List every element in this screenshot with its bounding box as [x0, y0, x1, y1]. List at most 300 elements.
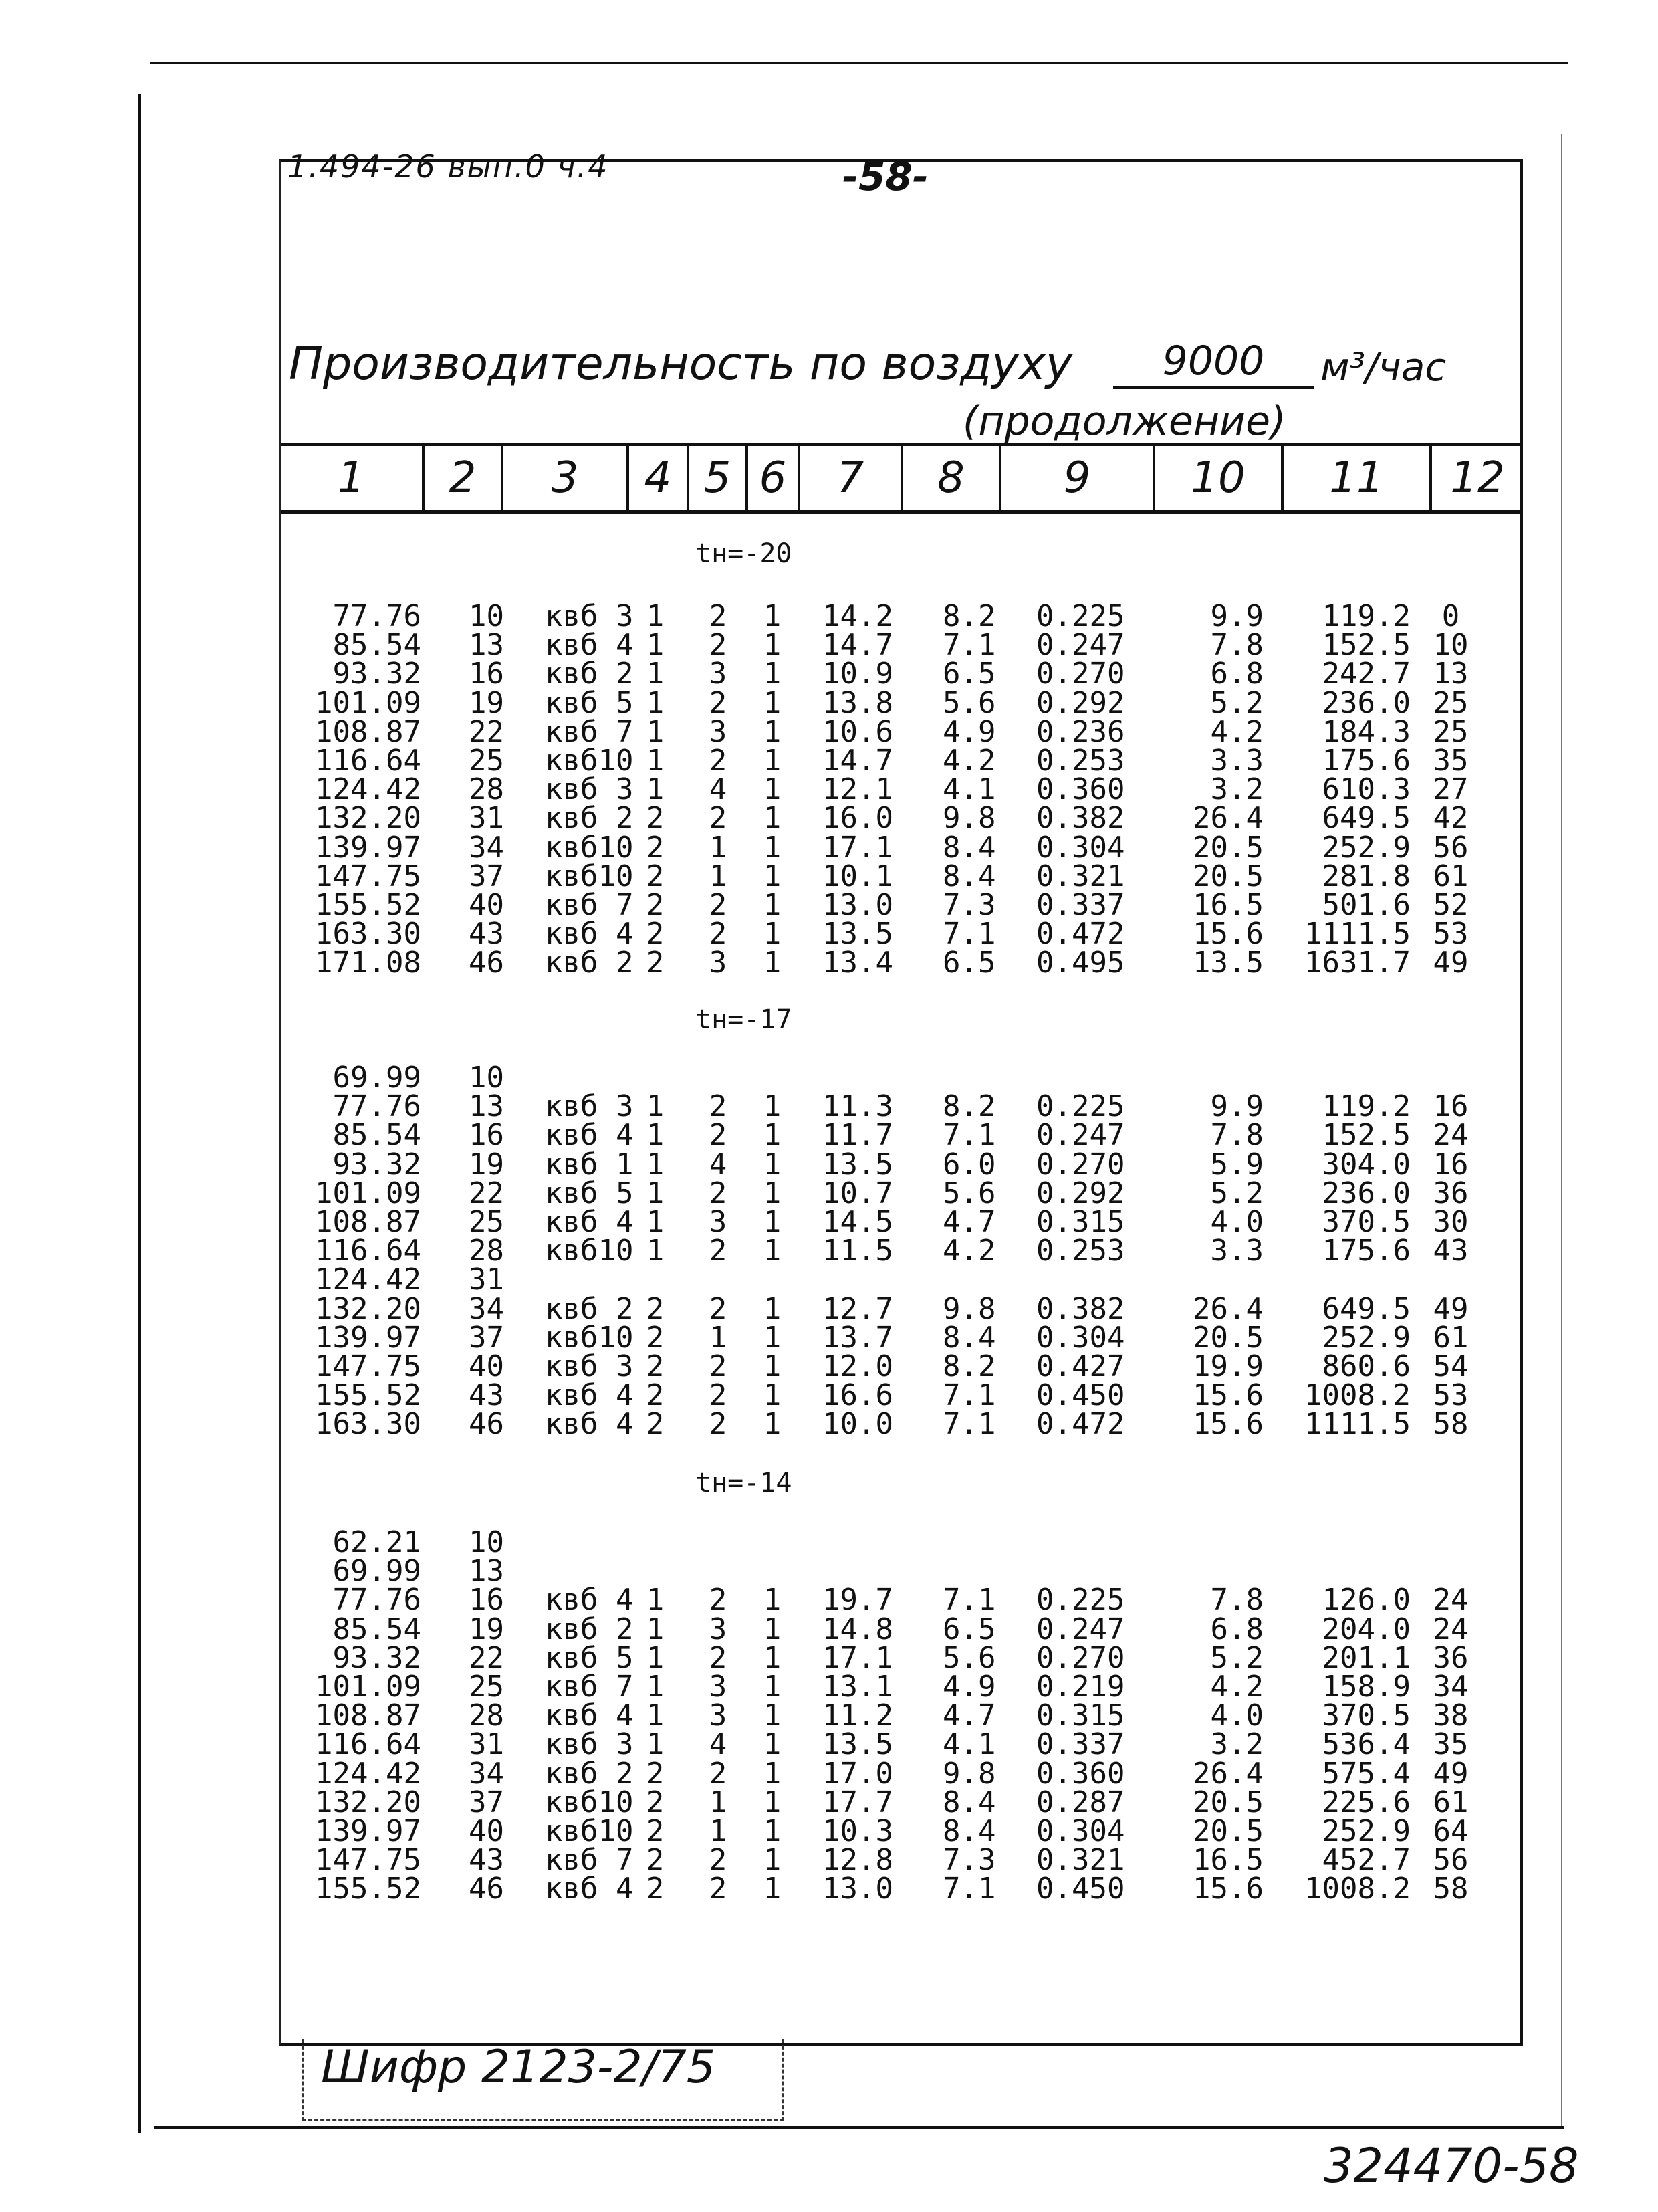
table-cell: 28	[469, 1234, 504, 1268]
table-cell: 1	[763, 657, 782, 691]
table-cell: квб10	[545, 1814, 634, 1848]
table-cell: 0.472	[1036, 917, 1125, 952]
table-cell: 304.0	[1322, 1147, 1411, 1182]
column-header: 5	[689, 446, 748, 510]
table-cell: 13	[469, 628, 504, 663]
table-cell: 158.9	[1322, 1670, 1411, 1704]
table-cell: квб 2	[545, 1612, 634, 1646]
table-cell: 4	[709, 1727, 727, 1762]
table-cell: 19	[469, 1612, 504, 1646]
table-cell: 5.6	[943, 1176, 996, 1210]
table-cell: 9.8	[943, 801, 996, 836]
table-cell: 0.247	[1036, 628, 1125, 663]
table-cell: 8.4	[943, 1320, 996, 1355]
table-cell: 1	[646, 599, 665, 633]
table-cell: 2	[709, 1291, 727, 1326]
table-cell: квб 4	[545, 917, 634, 952]
table-cell: 5.2	[1210, 1640, 1264, 1675]
table-cell: 0.292	[1036, 685, 1125, 720]
table-cell: 12.7	[822, 1291, 893, 1326]
table-cell: 10	[1433, 628, 1469, 663]
table-cell: 20.5	[1193, 1785, 1264, 1819]
table-cell: 0.382	[1036, 1291, 1125, 1326]
column-header-row	[281, 443, 1523, 514]
table-cell: 54	[1433, 1349, 1469, 1384]
table-cell: 28	[469, 772, 504, 807]
table-cell: 61	[1433, 1320, 1469, 1355]
table-cell: 8.4	[943, 1814, 996, 1848]
table-cell: 0.360	[1036, 772, 1125, 807]
table-cell: квб 2	[545, 1291, 634, 1326]
table-cell: 7.1	[943, 1407, 996, 1442]
table-cell: 2	[709, 744, 727, 778]
table-cell: 5.9	[1210, 1147, 1264, 1182]
table-cell: 1	[646, 772, 665, 807]
table-cell: 6.8	[1210, 1612, 1264, 1646]
table-cell: 147.75	[315, 859, 421, 893]
table-cell: 43	[469, 917, 504, 952]
table-row	[0, 1670, 1658, 1704]
table-cell: 4.1	[943, 1727, 996, 1762]
table-cell: 6.5	[943, 1612, 996, 1646]
table-cell: 1	[646, 1698, 665, 1733]
table-cell: 175.6	[1322, 744, 1411, 778]
table-cell: 22	[469, 714, 504, 749]
table-cell: 0.382	[1036, 801, 1125, 836]
table-cell: 0.304	[1036, 1814, 1125, 1848]
table-cell: 3	[709, 1612, 727, 1646]
table-cell: 17.7	[822, 1785, 893, 1819]
table-cell: 4.2	[1210, 1670, 1264, 1704]
table-cell: 10.6	[822, 714, 893, 749]
table-cell: 2	[646, 1756, 665, 1791]
table-cell: 2	[709, 1378, 727, 1413]
table-cell: 252.9	[1322, 830, 1411, 865]
table-cell: 501.6	[1322, 888, 1411, 922]
table-cell: 4.0	[1210, 1698, 1264, 1733]
table-cell: квб 2	[545, 946, 634, 980]
table-cell: 15.6	[1193, 1872, 1264, 1906]
table-cell: 58	[1433, 1872, 1469, 1906]
table-cell: 8.4	[943, 1785, 996, 1819]
table-cell: 175.6	[1322, 1234, 1411, 1268]
table-row	[0, 599, 1658, 633]
table-cell: 9.8	[943, 1756, 996, 1791]
table-row	[0, 1785, 1658, 1819]
table-cell: 132.20	[315, 1785, 421, 1819]
table-cell: 4.2	[943, 744, 996, 778]
table-cell: 1	[763, 685, 782, 720]
table-row	[0, 801, 1658, 836]
table-cell: 252.9	[1322, 1814, 1411, 1848]
table-cell: 171.08	[315, 946, 421, 980]
table-cell: 4.2	[943, 1234, 996, 1268]
table-cell: 1	[763, 888, 782, 922]
table-cell: 34	[469, 830, 504, 865]
table-cell: 16.6	[822, 1378, 893, 1413]
table-cell: квб 5	[545, 685, 634, 720]
table-row	[0, 714, 1658, 749]
table-cell: 46	[469, 1872, 504, 1906]
table-cell: 6.0	[943, 1147, 996, 1182]
table-cell: 1	[763, 1176, 782, 1210]
table-cell: 93.32	[332, 657, 421, 691]
table-cell: 2	[709, 801, 727, 836]
column-header: 3	[503, 446, 629, 510]
table-cell: 15.6	[1193, 1407, 1264, 1442]
table-cell: 28	[469, 1698, 504, 1733]
table-row	[0, 1349, 1658, 1384]
table-cell: 4	[709, 772, 727, 807]
table-cell: 3.3	[1210, 1234, 1264, 1268]
table-cell: 8.2	[943, 1089, 996, 1124]
table-cell: 1	[763, 1698, 782, 1733]
table-cell: 62.21	[332, 1525, 421, 1559]
table-cell: 2	[709, 1843, 727, 1878]
table-cell: 34	[1433, 1670, 1469, 1704]
column-header: 8	[903, 446, 1001, 510]
table-cell: квб 4	[545, 1407, 634, 1442]
table-cell: 242.7	[1322, 657, 1411, 691]
table-cell: 1	[763, 1320, 782, 1355]
table-cell: 2	[646, 1349, 665, 1384]
table-cell: 13	[469, 1089, 504, 1124]
table-cell: 6.8	[1210, 657, 1264, 691]
table-cell: 124.42	[315, 1262, 421, 1297]
table-cell: 8.4	[943, 830, 996, 865]
table-cell: 10.7	[822, 1176, 893, 1210]
table-cell: 13	[1433, 657, 1469, 691]
table-cell: 0.225	[1036, 1089, 1125, 1124]
table-cell: 649.5	[1322, 801, 1411, 836]
table-cell: 0.236	[1036, 714, 1125, 749]
table-cell: квб 3	[545, 1089, 634, 1124]
table-cell: 4.9	[943, 1670, 996, 1704]
table-cell: 152.5	[1322, 1118, 1411, 1153]
table-cell: 61	[1433, 859, 1469, 893]
table-cell: 1	[763, 946, 782, 980]
table-cell: 26.4	[1193, 801, 1264, 836]
table-cell: 1	[763, 1843, 782, 1878]
table-cell: 0.270	[1036, 657, 1125, 691]
table-cell: 3	[709, 657, 727, 691]
table-cell: 6.5	[943, 946, 996, 980]
table-cell: 35	[1433, 1727, 1469, 1762]
table-cell: квб 7	[545, 1843, 634, 1878]
table-cell: 17.0	[822, 1756, 893, 1791]
table-cell: 2	[709, 1640, 727, 1675]
table-cell: 575.4	[1322, 1756, 1411, 1791]
table-cell: 15.6	[1193, 917, 1264, 952]
airflow-unit: м³/час	[1320, 344, 1447, 390]
table-cell: 4.7	[943, 1205, 996, 1239]
table-row	[0, 657, 1658, 691]
page-number: -58-	[842, 154, 929, 199]
table-cell: 1	[763, 1291, 782, 1326]
table-cell: 0.287	[1036, 1785, 1125, 1819]
table-cell: 1	[646, 1089, 665, 1124]
table-cell: 1631.7	[1304, 946, 1411, 980]
table-cell: 7.3	[943, 1843, 996, 1878]
table-cell: 1111.5	[1304, 917, 1411, 952]
table-cell: 25	[469, 744, 504, 778]
table-cell: 1	[646, 1612, 665, 1646]
table-cell: 4.2	[1210, 714, 1264, 749]
table-row	[0, 1061, 1658, 1095]
table-cell: 0.292	[1036, 1176, 1125, 1210]
table-cell: 9.9	[1210, 599, 1264, 633]
table-cell: 13.5	[822, 1727, 893, 1762]
table-cell: 132.20	[315, 1291, 421, 1326]
table-row	[0, 772, 1658, 807]
table-cell: 147.75	[315, 1349, 421, 1384]
table-cell: 7.8	[1210, 1583, 1264, 1618]
table-cell: 0.360	[1036, 1756, 1125, 1791]
table-cell: 3	[709, 1698, 727, 1733]
table-cell: 20.5	[1193, 1320, 1264, 1355]
table-row	[0, 917, 1658, 952]
table-cell: 1	[646, 744, 665, 778]
table-cell: 1	[709, 859, 727, 893]
table-cell: 204.0	[1322, 1612, 1411, 1646]
table-cell: 1	[763, 1147, 782, 1182]
table-cell: 108.87	[315, 1698, 421, 1733]
table-cell: 1	[763, 1756, 782, 1791]
table-cell: 2	[709, 1234, 727, 1268]
table-row	[0, 628, 1658, 663]
table-cell: 26.4	[1193, 1756, 1264, 1791]
table-cell: 37	[469, 1320, 504, 1355]
table-cell: 20.5	[1193, 1814, 1264, 1848]
table-cell: 1	[646, 1147, 665, 1182]
outer-frame-bottom	[154, 2126, 1564, 2129]
table-cell: 20.5	[1193, 859, 1264, 893]
table-cell: 3.2	[1210, 1727, 1264, 1762]
table-cell: 85.54	[332, 1118, 421, 1153]
table-cell: 116.64	[315, 1234, 421, 1268]
table-cell: 31	[469, 1262, 504, 1297]
table-cell: 16	[1433, 1147, 1469, 1182]
table-cell: 25	[1433, 714, 1469, 749]
table-cell: 126.0	[1322, 1583, 1411, 1618]
table-cell: 2	[709, 685, 727, 720]
table-cell: 16.5	[1193, 888, 1264, 922]
table-cell: 1	[646, 1118, 665, 1153]
table-row	[0, 1147, 1658, 1182]
table-row	[0, 1407, 1658, 1442]
table-cell: квб 4	[545, 1118, 634, 1153]
table-cell: 15.6	[1193, 1378, 1264, 1413]
table-cell: 43	[1433, 1234, 1469, 1268]
table-cell: 1	[763, 1612, 782, 1646]
table-cell: 2	[646, 1872, 665, 1906]
table-row	[0, 1814, 1658, 1848]
table-cell: 1	[646, 685, 665, 720]
table-cell: 2	[646, 1291, 665, 1326]
table-cell: квб 4	[545, 1698, 634, 1733]
table-cell: 0.321	[1036, 859, 1125, 893]
table-cell: 0.225	[1036, 1583, 1125, 1618]
table-cell: 0.253	[1036, 744, 1125, 778]
table-title: Производительность по воздуху	[289, 338, 1073, 391]
table-cell: 16	[469, 657, 504, 691]
table-cell: 13.0	[822, 1872, 893, 1906]
table-cell: 4.1	[943, 772, 996, 807]
table-cell: квб 3	[545, 772, 634, 807]
table-cell: 2	[646, 1320, 665, 1355]
table-cell: 93.32	[332, 1640, 421, 1675]
table-cell: 225.6	[1322, 1785, 1411, 1819]
table-cell: 1	[763, 628, 782, 663]
table-cell: 5.2	[1210, 685, 1264, 720]
table-cell: 10	[469, 1525, 504, 1559]
table-cell: 119.2	[1322, 1089, 1411, 1124]
table-cell: квб 7	[545, 1670, 634, 1704]
table-cell: 1	[646, 628, 665, 663]
table-cell: 10	[469, 599, 504, 633]
table-cell: 152.5	[1322, 628, 1411, 663]
table-cell: 1	[763, 1089, 782, 1124]
table-cell: 9.8	[943, 1291, 996, 1326]
table-row	[0, 744, 1658, 778]
table-cell: 1	[763, 1727, 782, 1762]
table-cell: 139.97	[315, 830, 421, 865]
table-cell: квб10	[545, 859, 634, 893]
column-header: 11	[1284, 446, 1432, 510]
table-cell: 1	[763, 599, 782, 633]
table-cell: 11.5	[822, 1234, 893, 1268]
table-cell: 1	[646, 1234, 665, 1268]
table-cell: 1	[709, 1320, 727, 1355]
table-cell: квб 2	[545, 801, 634, 836]
table-cell: 201.1	[1322, 1640, 1411, 1675]
column-header: 7	[800, 446, 903, 510]
table-cell: 2	[709, 1872, 727, 1906]
table-cell: 0.225	[1036, 599, 1125, 633]
table-cell: квб 5	[545, 1176, 634, 1210]
table-cell: 2	[646, 830, 665, 865]
table-cell: 53	[1433, 917, 1469, 952]
table-cell: 2	[709, 1407, 727, 1442]
table-cell: 85.54	[332, 1612, 421, 1646]
table-cell: 52	[1433, 888, 1469, 922]
table-cell: 37	[469, 859, 504, 893]
column-header: 12	[1450, 453, 1505, 503]
table-cell: 147.75	[315, 1843, 421, 1878]
table-cell: 124.42	[315, 772, 421, 807]
table-cell: 163.30	[315, 917, 421, 952]
table-row	[0, 888, 1658, 922]
table-cell: 58	[1433, 1407, 1469, 1442]
table-cell: 17.1	[822, 830, 893, 865]
table-cell: 13	[469, 1554, 504, 1589]
table-cell: 27	[1433, 772, 1469, 807]
table-cell: 108.87	[315, 1205, 421, 1239]
table-cell: 13.0	[822, 888, 893, 922]
table-cell: 7.3	[943, 888, 996, 922]
table-cell: 49	[1433, 1756, 1469, 1791]
table-cell: 132.20	[315, 801, 421, 836]
table-cell: 11.2	[822, 1698, 893, 1733]
table-cell: 10	[469, 1061, 504, 1095]
cipher-code: Шифр 2123-2/75	[321, 2041, 716, 2094]
table-cell: 40	[469, 1349, 504, 1384]
table-cell: 77.76	[332, 1089, 421, 1124]
section-label: tн=-20	[695, 538, 792, 569]
table-cell: квб 2	[545, 657, 634, 691]
table-cell: 1111.5	[1304, 1407, 1411, 1442]
table-cell: 13.5	[822, 1147, 893, 1182]
section-label: tн=-17	[695, 1004, 792, 1035]
table-cell: 16	[469, 1118, 504, 1153]
table-cell: 31	[469, 801, 504, 836]
table-cell: 11.7	[822, 1118, 893, 1153]
table-cell: 1	[763, 1349, 782, 1384]
table-cell: 30	[1433, 1205, 1469, 1239]
table-row	[0, 1291, 1658, 1326]
table-row	[0, 1118, 1658, 1153]
table-cell: 252.9	[1322, 1320, 1411, 1355]
table-cell: 36	[1433, 1176, 1469, 1210]
table-cell: 7.8	[1210, 628, 1264, 663]
table-cell: 0.247	[1036, 1612, 1125, 1646]
table-cell: 1	[709, 1785, 727, 1819]
table-cell: 0.337	[1036, 888, 1125, 922]
table-cell: 139.97	[315, 1814, 421, 1848]
table-cell: 1	[763, 1583, 782, 1618]
table-cell: 1	[763, 1670, 782, 1704]
table-cell: 10.3	[822, 1814, 893, 1848]
table-cell: 36	[1433, 1640, 1469, 1675]
table-cell: 37	[469, 1785, 504, 1819]
table-row	[0, 1554, 1658, 1589]
table-cell: 1008.2	[1304, 1872, 1411, 1906]
table-cell: 1	[763, 1118, 782, 1153]
table-cell: 0.270	[1036, 1147, 1125, 1182]
table-cell: 3.3	[1210, 744, 1264, 778]
table-cell: 5.6	[943, 1640, 996, 1675]
table-cell: 85.54	[332, 628, 421, 663]
table-cell: 119.2	[1322, 599, 1411, 633]
table-cell: 7.1	[943, 1378, 996, 1413]
table-cell: 2	[646, 801, 665, 836]
table-row	[0, 1698, 1658, 1733]
table-cell: 46	[469, 946, 504, 980]
table-cell: 43	[469, 1843, 504, 1878]
table-cell: 1	[763, 1378, 782, 1413]
table-row	[0, 859, 1658, 893]
table-cell: 31	[469, 1727, 504, 1762]
table-row	[0, 1756, 1658, 1791]
table-cell: 3.2	[1210, 772, 1264, 807]
table-cell: 6.5	[943, 657, 996, 691]
section-label: tн=-14	[695, 1468, 792, 1499]
table-cell: 0.450	[1036, 1378, 1125, 1413]
table-cell: 56	[1433, 1843, 1469, 1878]
table-cell: 155.52	[315, 1872, 421, 1906]
table-cell: 93.32	[332, 1147, 421, 1182]
table-row	[0, 685, 1658, 720]
table-cell: 2	[646, 888, 665, 922]
table-cell: 7.1	[943, 1872, 996, 1906]
table-cell: 5.2	[1210, 1176, 1264, 1210]
table-cell: 2	[646, 1814, 665, 1848]
table-cell: 0.450	[1036, 1872, 1125, 1906]
table-cell: 236.0	[1322, 1176, 1411, 1210]
table-cell: 14.5	[822, 1205, 893, 1239]
table-cell: 2	[646, 1407, 665, 1442]
table-cell: 2	[709, 599, 727, 633]
